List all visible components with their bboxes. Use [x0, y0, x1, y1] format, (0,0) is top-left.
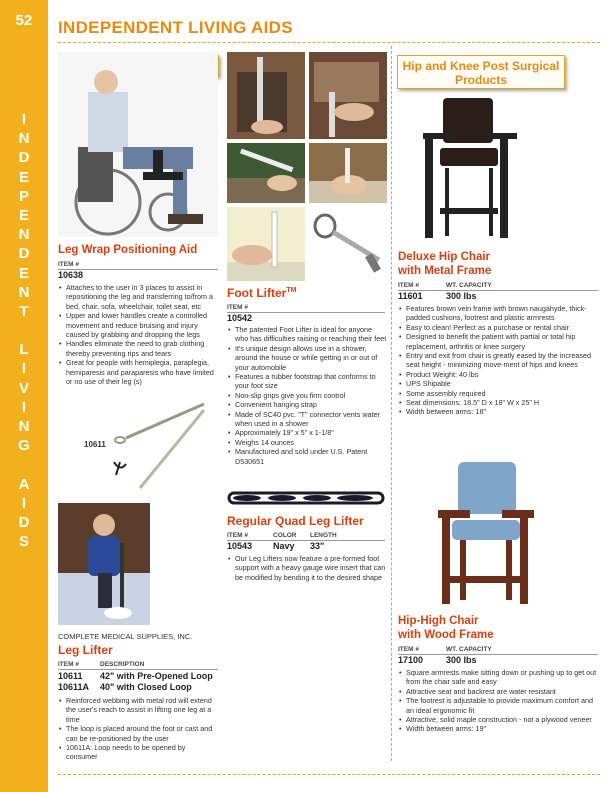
quad-col-length: LENGTH [310, 532, 337, 539]
feature-bullet: • Reinforced webbing with metal rod will extend the user's reach to assist in lifting one leg at a time [58, 696, 218, 724]
leg-lifter-product-illustration [106, 400, 216, 500]
feature-bullet: • Width between arms: 19" [398, 724, 598, 733]
hi-chair-col-capacity: WT. CAPACITY [446, 646, 492, 653]
feature-bullet: • Great for people with hemiplegia, paraplegia, hemiparesis and paraparesis who have limited or no use of their leg (s) [58, 358, 220, 386]
feature-bullet: • Non-slip grips give you firm control [227, 391, 387, 400]
feature-bullet: • Made of SC40 pvc. "T" connector vents water when used in a shower [227, 410, 387, 429]
vertical-title-letter: I [21, 494, 27, 512]
header-divider [58, 42, 600, 43]
leg-lifter-col-desc: DESCRIPTION [100, 661, 145, 668]
feature-bullet: • Weighs 14 ounces [227, 438, 387, 447]
vertical-title-letter: D [18, 513, 30, 531]
hip-chair-title-line2: with Metal Frame [398, 265, 492, 277]
hi-chair-col-item: ITEM # [398, 646, 419, 653]
hip-chair-item-number: 11601 [398, 291, 423, 301]
quad-item-number: 10543 [227, 541, 253, 551]
vertical-title-letter: D [18, 149, 30, 167]
leg-wrap-item-header: ITEM # [58, 261, 79, 268]
quad-col-item: ITEM # [227, 532, 248, 539]
hip-chair-col-capacity: WT. CAPACITY [446, 282, 492, 289]
vertical-title-letter [0, 455, 48, 474]
foot-lifter-home-photo-1 [227, 143, 305, 203]
foot-lifter-title-text: Foot Lifter [227, 286, 287, 300]
hi-chair-rule [398, 654, 598, 655]
hi-chair-item-number: 17100 [398, 655, 424, 665]
feature-bullet: • It's unique design allows use in a shower, around the house or while getting in or out of your automobile [227, 344, 387, 372]
vertical-title-letter: V [18, 379, 29, 397]
trademark-symbol: TM [286, 287, 297, 294]
leg-lifter-col-item: ITEM # [58, 661, 79, 668]
feature-bullet: • Product Weight: 40 lbs [398, 370, 598, 379]
vertical-title-letter: I [21, 360, 27, 378]
feature-bullet: • Attaches to the user in 3 places to assist in repositioning the leg and transferring to/from a bed, chair, sofa, wheelchair, toilet seat, etc [58, 283, 220, 311]
hip-chair-title-line1: Deluxe Hip Chair [398, 251, 491, 263]
vertical-title-letter: N [18, 418, 30, 435]
foot-lifter-shower-photo [227, 207, 305, 281]
leg-wrap-item-number: 10638 [58, 270, 84, 280]
leg-lifter-row-2-item: 10611A [58, 682, 90, 692]
hip-chair-features [398, 304, 598, 417]
feature-bullet: • 10611A: Loop needs to be opened by consumer [58, 743, 218, 762]
feature-bullet: • Features a rubber footstrap that conforms to your foot size [227, 372, 387, 391]
feature-bullet: • UPS Shipable [398, 379, 598, 388]
feature-bullet: • The loop is placed around the foot or cast and can be re-positioned by the user [58, 724, 218, 743]
hip-chair-title [398, 250, 491, 278]
footer-divider [58, 774, 600, 775]
vertical-title-letter: E [18, 168, 29, 186]
quad-length: 33" [310, 541, 325, 551]
vertical-title-letter: L [19, 341, 29, 359]
deluxe-hip-chair-photo [405, 93, 523, 243]
feature-bullet: • Attractive, solid maple construction - not a plywood veneer [398, 715, 598, 724]
vertical-title-letter [0, 321, 48, 340]
foot-lifter-product-photo [309, 212, 387, 276]
feature-bullet: • Features brown vein frame with brown naugahyde, thick-padded cushions, footrest and plastic armrests [398, 304, 598, 323]
feature-bullet: • Handles eliminate the need to grab clothing thereby preventing rips and tears [58, 339, 220, 358]
feature-bullet: • The patented Foot Lifter is ideal for anyone who has difficulties raising or reaching their feet [227, 325, 387, 344]
vertical-title-letter: I [21, 111, 27, 128]
hip-high-chair-photo [430, 458, 540, 606]
leg-lifter-row-2-desc: 40" with Closed Loop [100, 682, 192, 692]
vertical-section-title [0, 110, 48, 551]
feature-bullet: • The footrest is adjustable to provide maximum comfort and an ideal ergonomic fit [398, 696, 598, 715]
leg-lifter-features [58, 696, 218, 762]
feature-bullet: • Seat dimensions: 18.5" D x 18" W x 25" H [398, 398, 598, 407]
hip-chair-capacity: 300 lbs [446, 291, 477, 301]
label-10611: 10611 [84, 440, 106, 449]
hi-chair-title-line1: Hip-High Chair [398, 615, 479, 627]
vertical-title-letter: A [18, 475, 30, 493]
feature-bullet: • Square armrests make sitting down or pushing up to get out from the chair safe and easy [398, 668, 598, 687]
category-hip-knee: Hip and Knee Post Surgical Products [397, 55, 565, 89]
hip-chair-rule [398, 290, 598, 291]
feature-bullet: • Designed to benefit the patient with partial or total hip replacement, arthritis or knee surgery [398, 332, 598, 351]
foot-lifter-item-header: ITEM # [227, 304, 248, 311]
foot-lifter-item-number: 10542 [227, 313, 253, 323]
vertical-title-letter: I [21, 398, 27, 416]
foot-lifter-features [227, 325, 387, 466]
feature-bullet: • Entry and exit from chair is greatly eased by the increased seat height - minimizing move-ment of hips and knees [398, 351, 598, 370]
hi-chair-capacity: 300 lbs [446, 655, 477, 665]
leg-lifter-brand: COMPLETE MEDICAL SUPPLIES, INC. [58, 632, 193, 641]
feature-bullet: • Some assembly required [398, 389, 598, 398]
hi-chair-title-line2: with Wood Frame [398, 629, 494, 641]
feature-bullet: • Width between arms: 18" [398, 407, 598, 416]
vertical-title-letter: N [18, 226, 30, 244]
vertical-title-letter: E [18, 206, 29, 224]
quad-col-color: COLOR [273, 532, 297, 539]
leg-lifter-row-1-desc: 42" with Pre-Opened Loop [100, 671, 213, 681]
vertical-title-letter: N [18, 283, 30, 301]
vertical-title-letter: E [18, 264, 29, 282]
feature-bullet: • Convenient hanging strap [227, 400, 387, 409]
vertical-title-letter: G [18, 437, 30, 455]
vertical-title-letter: D [18, 245, 30, 263]
hi-chair-title [398, 614, 494, 642]
feature-bullet: • Approximately 19" x 5" x 1-1/8" [227, 428, 387, 437]
foot-lifter-home-photo-2 [309, 143, 387, 203]
page-header: INDEPENDENT LIVING AIDS [58, 18, 293, 37]
column-divider [391, 46, 392, 761]
quad-color: Navy [273, 541, 295, 551]
quad-features [227, 554, 387, 582]
vertical-title-letter: S [18, 533, 29, 551]
vertical-title-letter: T [19, 302, 29, 320]
leg-wrap-photo [58, 52, 218, 237]
quad-leg-lifter-title: Regular Quad Leg Lifter [227, 514, 364, 528]
hi-chair-features [398, 668, 598, 734]
leg-lifter-rule [58, 669, 218, 670]
leg-lifter-row-1-item: 10611 [58, 671, 83, 681]
feature-bullet: • Our Leg Lifters now feature a pre-formed foot support with a heavy gauge wire insert that can be modified by bending it to the desired shape [227, 554, 387, 582]
feature-bullet: • Upper and lower handles create a controlled movement and reduce bruising and injury caused by grabbing and dropping the legs [58, 311, 220, 339]
leg-wrap-title: Leg Wrap Positioning Aid [58, 244, 198, 256]
hip-chair-col-item: ITEM # [398, 282, 419, 289]
leg-wrap-features [58, 283, 220, 386]
feature-bullet: • Attractive seat and backrest are water resistant [398, 687, 598, 696]
quad-leg-lifter-illustration [227, 490, 385, 506]
feature-bullet: • Manufactured and sold under U.S. Patent D530651 [227, 447, 387, 466]
foot-lifter-car-photo-1 [227, 52, 305, 139]
foot-lifter-car-photo-2 [309, 52, 387, 139]
page-number: 52 [15, 12, 33, 29]
foot-lifter-title [227, 286, 296, 300]
vertical-title-letter: N [18, 130, 30, 148]
leg-lifter-photo [58, 503, 150, 625]
feature-bullet: • Easy to clean! Perfect as a purchase or rental chair [398, 323, 598, 332]
vertical-title-letter: P [18, 187, 29, 205]
leg-lifter-title: Leg Lifter [58, 643, 113, 657]
